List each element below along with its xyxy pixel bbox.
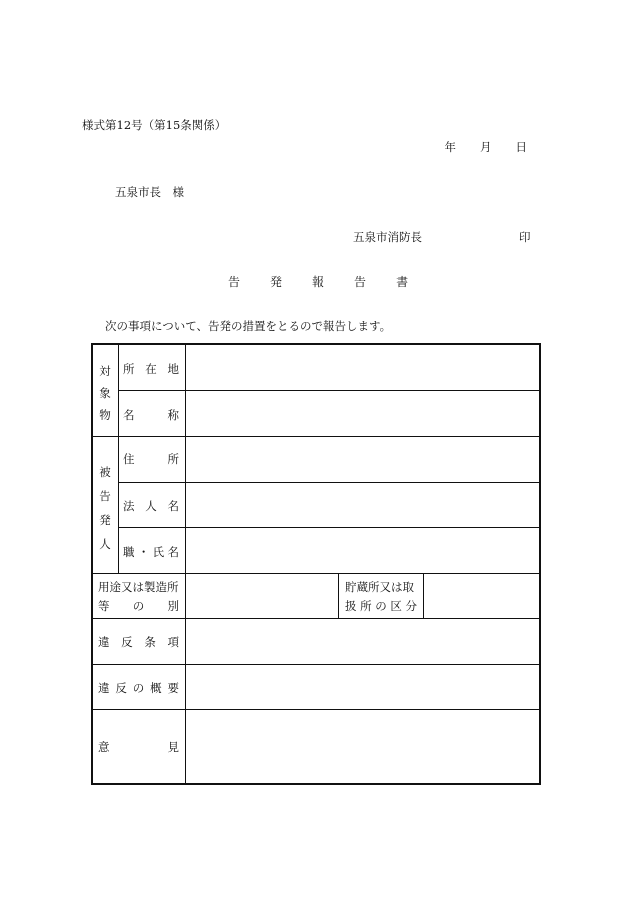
group-char: 象 — [99, 386, 111, 400]
target-object-group-label — [97, 360, 113, 426]
violation-clause-label: 違 反 条 項 — [98, 635, 179, 649]
opinion-value-cell[interactable] — [186, 710, 539, 783]
title-char: 報 — [312, 275, 325, 289]
group-char: 発 — [99, 513, 111, 527]
storage-label-line1: 貯蔵所又は取 — [345, 580, 414, 594]
usage-value-cell[interactable] — [186, 574, 338, 618]
storage-value-cell[interactable] — [424, 574, 539, 618]
usage-label-line1: 用途又は製造所 — [98, 580, 179, 594]
group-char: 人 — [99, 537, 111, 551]
col-divider — [338, 573, 339, 618]
position-name-value-cell[interactable] — [186, 528, 539, 573]
location-value-cell[interactable] — [186, 345, 539, 390]
seal-mark: 印 — [519, 230, 531, 244]
corporation-name-value-cell[interactable] — [186, 483, 539, 527]
violation-summary-label: 違 反 の 概 要 — [98, 681, 179, 695]
report-table — [91, 343, 541, 785]
usage-label-line2: 等 の 別 — [98, 599, 179, 613]
col-divider — [118, 345, 119, 573]
opinion-label: 意 見 — [98, 740, 179, 754]
accused-group-label — [97, 460, 113, 556]
addressee: 五泉市長 様 — [115, 185, 184, 199]
title-char: 書 — [396, 275, 409, 289]
violation-clause-value-cell[interactable] — [186, 619, 539, 664]
document-title — [228, 273, 408, 290]
position-name-label: 職 ・ 氏 名 — [123, 545, 179, 559]
group-char: 対 — [99, 364, 111, 378]
month-label: 月 — [480, 140, 492, 154]
name-value-cell[interactable] — [186, 391, 539, 436]
violation-summary-value-cell[interactable] — [186, 665, 539, 709]
sender: 五泉市消防長 — [353, 230, 422, 244]
year-label: 年 — [444, 140, 456, 154]
group-char: 告 — [99, 489, 111, 503]
storage-label-line2: 扱 所 の 区 分 — [345, 599, 417, 613]
group-char: 物 — [99, 408, 111, 422]
address-label: 住 所 — [123, 452, 179, 466]
title-char: 発 — [270, 275, 283, 289]
corporation-name-label: 法 人 名 — [123, 499, 179, 513]
location-label: 所 在 地 — [123, 362, 179, 376]
date-line — [445, 139, 528, 155]
title-char: 告 — [228, 275, 241, 289]
form-number: 様式第12号（第15条関係） — [82, 118, 227, 132]
group-char: 被 — [99, 465, 111, 479]
intro-text: 次の事項について、告発の措置をとるので報告します。 — [105, 319, 392, 333]
title-char: 告 — [354, 275, 367, 289]
address-value-cell[interactable] — [186, 437, 539, 482]
name-label: 名 称 — [123, 408, 179, 422]
day-label: 日 — [515, 140, 527, 154]
